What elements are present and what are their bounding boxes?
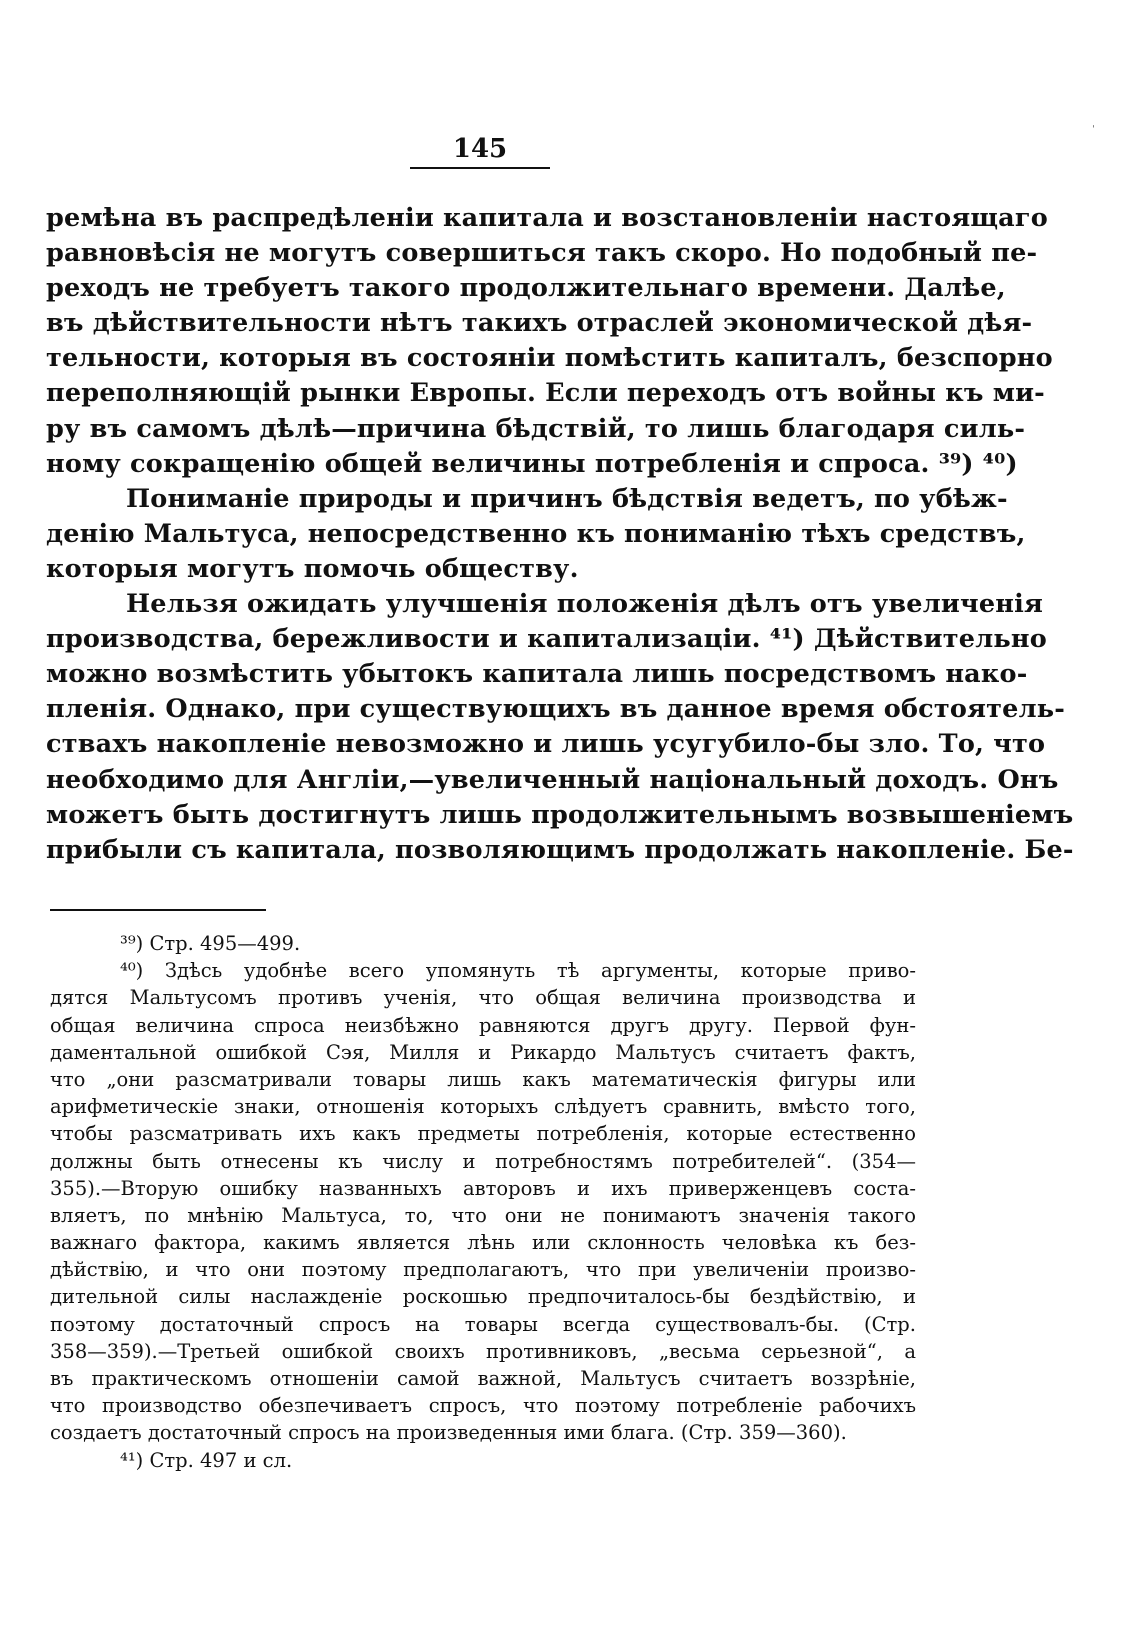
body-line: Нельзя ожидать улучшенія положенія дѣлъ отъ увеличенія bbox=[126, 589, 1044, 620]
body-line: реходъ не требуетъ такого продолжительнаго времени. Далѣе, bbox=[46, 273, 1006, 304]
page-number-rule bbox=[410, 167, 550, 169]
footnote-line: даментальной ошибкой Сэя, Милля и Рикардо Мальтусъ считаетъ фактъ, bbox=[50, 1040, 916, 1064]
body-line: необходимо для Англіи,—увеличенный національный доходъ. Онъ bbox=[46, 764, 1059, 795]
footnote-separator bbox=[50, 909, 266, 911]
footnote-line: создаетъ достаточный спросъ на произведенныя ими блага. (Стр. 359—360). bbox=[50, 1421, 847, 1445]
body-line: можетъ быть достигнутъ лишь продолжительнымъ возвышеніемъ bbox=[46, 799, 1074, 830]
body-line: прибыли съ капитала, позволяющимъ продолжать накопленіе. Бе- bbox=[46, 834, 1074, 865]
footnote-line: что „они разсматривали товары лишь какъ математическія фигуры или bbox=[50, 1067, 916, 1091]
body-line: Пониманіе природы и причинъ бѣдствія ведетъ, по убѣж- bbox=[126, 483, 1008, 514]
footnote-line: 355).—Вторую ошибку названныхъ авторовъ и ихъ приверженцевъ соста- bbox=[50, 1176, 916, 1200]
body-line: переполняющій рынки Европы. Если переходъ отъ войны къ ми- bbox=[46, 378, 1045, 409]
footnote-41: ⁴¹) Стр. 497 и сл. bbox=[120, 1448, 293, 1472]
footnote-line: чтобы разсматривать ихъ какъ предметы потребленія, которые естественно bbox=[50, 1122, 916, 1146]
footnote-line: общая величина спроса неизбѣжно равняются другъ другу. Первой фун- bbox=[50, 1013, 916, 1037]
footnote-line: дѣйствію, и что они поэтому предполагаютъ, что при увеличеніи произво- bbox=[50, 1258, 916, 1282]
body-line: въ дѣйствительности нѣтъ такихъ отраслей экономической дѣя- bbox=[46, 308, 1033, 339]
page-number: 145 bbox=[452, 134, 508, 164]
footnote-line: арифметическіе знаки, отношенія которыхъ слѣдуетъ сравнить, вмѣсто того, bbox=[50, 1095, 916, 1119]
footnote-line: дительной силы наслажденіе роскошью предпочиталось-бы бездѣйствію, и bbox=[50, 1285, 916, 1309]
body-line: ному сокращенію общей величины потребленія и спроса. ³⁹) ⁴⁰) bbox=[46, 448, 1018, 479]
footnote-39: ³⁹) Стр. 495—499. bbox=[120, 932, 301, 955]
body-line: ру въ самомъ дѣлѣ—причина бѣдствій, то лишь благодаря силь- bbox=[46, 413, 1026, 444]
footnote-line: 358—359).—Третьей ошибкой своихъ противниковъ, „весьма серьезной“, а bbox=[50, 1339, 916, 1363]
footnote-line: что производство обезпечиваетъ спросъ, что поэтому потребленіе рабочихъ bbox=[50, 1394, 916, 1418]
footnote-line: важнаго фактора, какимъ является лѣнь или склонность человѣка къ без- bbox=[50, 1231, 916, 1255]
footnote-line: должны быть отнесены къ числу и потребностямъ потребителей“. (354— bbox=[50, 1149, 916, 1173]
footnote-line: поэтому достаточный спросъ на товары всегда существовалъ-бы. (Стр. bbox=[50, 1312, 916, 1336]
body-line: можно возмѣстить убытокъ капитала лишь посредствомъ нако- bbox=[46, 659, 1028, 690]
body-line: денію Мальтуса, непосредственно къ пониманію тѣхъ средствъ, bbox=[46, 518, 1026, 549]
footnote-40: ⁴⁰) Здѣсь удобнѣе всего упомянуть тѣ аргументы, которые приво- bbox=[120, 959, 916, 983]
body-line: пленія. Однако, при существующихъ въ данное время обстоятель- bbox=[46, 694, 1066, 725]
body-line: тельности, которыя въ состояніи помѣстить капиталъ, безспорно bbox=[46, 343, 1053, 374]
footnote-line: дятся Мальтусомъ противъ ученія, что общая величина производства и bbox=[50, 986, 916, 1010]
body-text bbox=[46, 201, 1074, 868]
body-line: равновѣсія не могутъ совершиться такъ скоро. Но подобный пе- bbox=[46, 238, 1038, 269]
body-line: ремѣна въ распредѣленіи капитала и возстановленіи настоящаго bbox=[46, 203, 1048, 233]
body-line: ствахъ накопленіе невозможно и лишь усугубило-бы зло. То, что bbox=[46, 729, 1046, 760]
footnotes bbox=[50, 930, 916, 1474]
body-line: производства, бережливости и капитализаціи. ⁴¹) Дѣйствительно bbox=[46, 624, 1047, 655]
body-line: которыя могутъ помочь обществу. bbox=[46, 553, 579, 584]
footnote-line: въ практическомъ отношеніи самой важной, Мальтусъ считаетъ воззрѣніе, bbox=[50, 1367, 916, 1390]
footnote-line: вляетъ, по мнѣнію Мальтуса, то, что они не понимаютъ значенія такого bbox=[50, 1203, 916, 1227]
margin-mark: ˌ bbox=[1092, 118, 1095, 129]
